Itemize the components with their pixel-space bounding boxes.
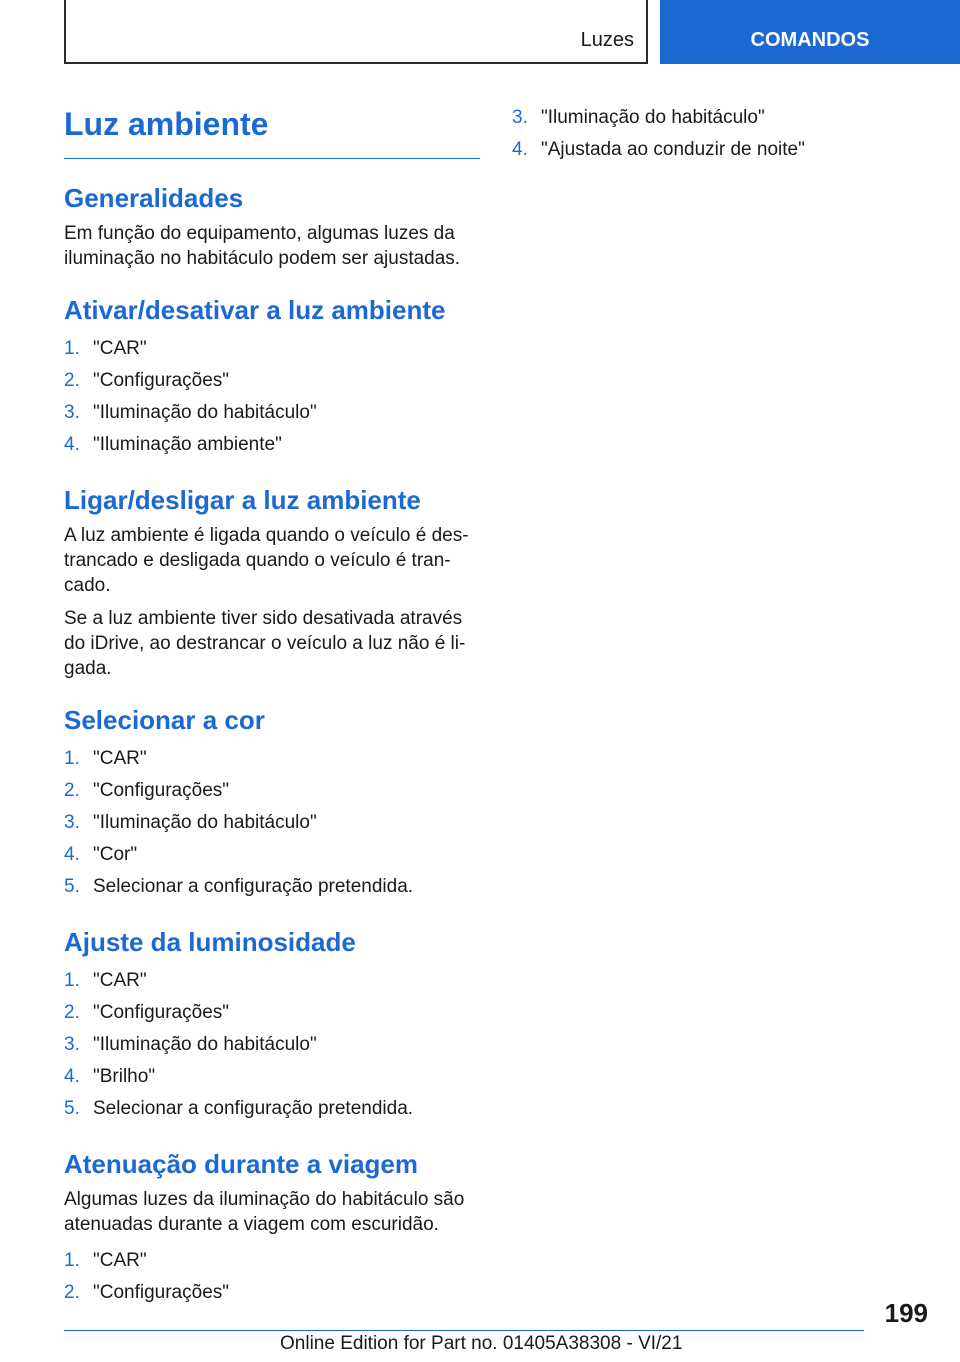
section-text: Algumas luzes da iluminação do habitáculo são atenuadas durante a viagem com escuridão.: [64, 1189, 465, 1235]
steps-list-continued: [512, 102, 928, 166]
step-text: "CAR": [93, 970, 147, 991]
step-text: "Configurações": [93, 1282, 230, 1303]
step-number: 4.: [512, 139, 528, 160]
steps-list: [64, 743, 480, 903]
step-number: 2.: [64, 1282, 80, 1303]
step-number: 2.: [64, 1002, 80, 1023]
header-chapter-label: COMANDOS: [750, 29, 870, 51]
steps-list: [64, 1245, 480, 1309]
list-item: [64, 1061, 480, 1093]
step-text: "CAR": [93, 338, 147, 359]
step-text: "Iluminação do habitáculo": [93, 1034, 317, 1055]
section-atenuacao: [64, 1147, 480, 1309]
section-text: Em função do equipamento, algumas luzes da iluminação no habitáculo podem ser ajustadas.: [64, 223, 461, 269]
left-column: [64, 104, 480, 1331]
step-number: 4.: [64, 1066, 80, 1087]
header-section-title: Luzes: [580, 29, 634, 51]
list-item: [64, 397, 480, 429]
section-ativar: [64, 293, 480, 461]
list-item: [64, 839, 480, 871]
list-item: [64, 365, 480, 397]
step-number: 3.: [64, 1034, 80, 1055]
list-item: [512, 134, 928, 166]
section-ligar: [64, 483, 480, 681]
list-item: [64, 429, 480, 461]
page-number: 199: [884, 1298, 928, 1328]
step-text: "Iluminação do habitáculo": [93, 402, 317, 423]
step-text: "Iluminação do habitáculo": [93, 812, 317, 833]
list-item: [64, 1277, 480, 1309]
step-number: 4.: [64, 434, 80, 455]
section-generalidades: [64, 181, 480, 271]
step-number: 4.: [64, 844, 80, 865]
step-text: "Iluminação do habitáculo": [541, 107, 765, 128]
page-title: Luz ambiente: [64, 106, 269, 142]
section-heading: Selecionar a cor: [64, 705, 265, 735]
list-item: [64, 965, 480, 997]
section-heading: Ajuste da luminosidade: [64, 927, 356, 957]
list-item: [512, 102, 928, 134]
list-item: [64, 1245, 480, 1277]
section-heading: Atenuação durante a viagem: [64, 1149, 418, 1179]
steps-list: [64, 333, 480, 461]
step-number: 3.: [64, 812, 80, 833]
header-section-box: [64, 0, 648, 64]
section-text: Se a luz ambiente tiver sido desativada através do iDrive, ao destrancar o veículo a luz não é li-gada.: [64, 608, 466, 679]
step-number: 3.: [64, 402, 80, 423]
section-cor: [64, 703, 480, 903]
steps-list: [64, 965, 480, 1125]
title-rule: [64, 158, 480, 159]
step-text: "Iluminação ambiente": [93, 434, 282, 455]
list-item: [64, 871, 480, 903]
list-item: [64, 333, 480, 365]
step-text: Selecionar a configuração pretendida.: [93, 1098, 414, 1119]
step-number: 1.: [64, 970, 80, 991]
footer-rule: [64, 1330, 864, 1331]
step-text: "Configurações": [93, 780, 230, 801]
step-text: "Configurações": [93, 1002, 230, 1023]
footer-edition: Online Edition for Part no. 01405A38308 - VI/21: [280, 1333, 683, 1354]
step-number: 2.: [64, 370, 80, 391]
step-number: 1.: [64, 338, 80, 359]
step-number: 3.: [512, 107, 528, 128]
step-number: 2.: [64, 780, 80, 801]
section-heading: Ativar/desativar a luz ambiente: [64, 295, 446, 325]
section-heading: Generalidades: [64, 183, 244, 213]
list-item: [64, 743, 480, 775]
right-column: [512, 102, 928, 166]
step-text: "CAR": [93, 748, 147, 769]
list-item: [64, 997, 480, 1029]
step-number: 1.: [64, 748, 80, 769]
list-item: [64, 1093, 480, 1125]
section-luminosidade: [64, 925, 480, 1125]
step-text: "Brilho": [93, 1066, 156, 1087]
list-item: [64, 1029, 480, 1061]
step-text: "Cor": [93, 844, 138, 865]
step-number: 1.: [64, 1250, 80, 1271]
step-text: "Ajustada ao conduzir de noite": [541, 139, 805, 160]
header-chapter-tab: [660, 0, 960, 64]
step-number: 5.: [64, 1098, 80, 1119]
step-number: 5.: [64, 876, 80, 897]
section-text: A luz ambiente é ligada quando o veículo é des-trancado e desligada quando o veículo é tran-cado.: [64, 525, 469, 596]
step-text: Selecionar a configuração pretendida.: [93, 876, 414, 897]
section-heading: Ligar/desligar a luz ambiente: [64, 485, 421, 515]
step-text: "Configurações": [93, 370, 230, 391]
list-item: [64, 807, 480, 839]
step-text: "CAR": [93, 1250, 147, 1271]
list-item: [64, 775, 480, 807]
